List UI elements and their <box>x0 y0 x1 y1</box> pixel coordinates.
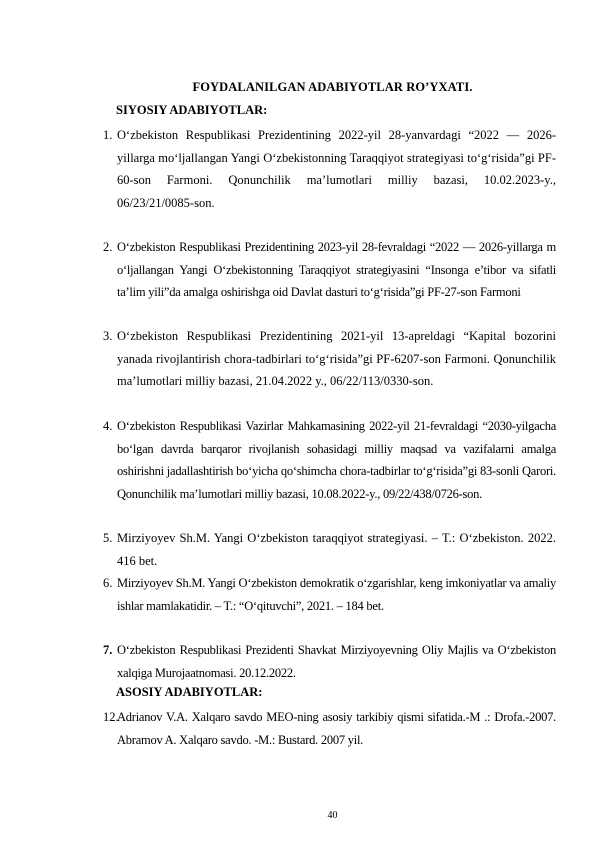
list-item <box>103 706 556 751</box>
item-number: 7. <box>103 643 113 657</box>
item-text: Adrianov V.A. Xalqaro savdo MEO-ning asosiy tarkibiy qismi sifatida.-M .: Drofa.-2007. Abramov A. Xalqaro savdo. -M.: Bustard. 2007 yil. <box>117 710 556 747</box>
list-item <box>103 527 556 572</box>
list-item <box>103 639 556 684</box>
section-heading-asosiy: ASOSIY ADABIYOTLAR: <box>116 685 263 699</box>
item-text: O‘zbekiston Respublikasi Prezidenti Shavkat Mirziyoyevning Oliy Majlis va O‘zbekiston xalqiga Murojaatnomasi. 20.12.2022. <box>117 643 556 680</box>
list-item <box>103 415 556 505</box>
item-text: O‘zbekiston Respublikasi Prezidentining 2022-yil 28-yanvardagi “2022 — 2026-yillarga mo‘ljallangan Yangi O‘zbekistonning Taraqqiyot strategiyasi to‘g‘risida”gi PF-60-son Farmoni. Qonunchilik ma’lumotlari milliy bazasi, 10.02.2023-y., 06/23/21/0085-son. <box>117 128 556 210</box>
item-number: 5. <box>103 531 113 545</box>
item-text: O‘zbekiston Respublikasi Prezidentining 2023-yil 28-fevraldagi “2022 — 2026-yillarga m o‘ljallangan Yangi O‘zbekistonning Taraqqiyot strategiyasini “Insonga e’tibor va sifatli ta’lim yili”da amalga oshirishga oid Davlat dasturi to‘g‘risida”gi PF-27-son Farmoni <box>117 240 556 299</box>
item-text: O‘zbekiston Respublikasi Prezidentining 2021-yil 13-apreldagi “Kapital bozorini yanada rivojlantirish chora-tadbirlari to‘g‘risida”gi PF-6207-son Farmoni. Qonunchilik ma’lumotlari milliy bazasi, 21.04.2022 y., 06/22/113/0330-son. <box>117 329 556 388</box>
item-number: 3. <box>103 329 113 343</box>
list-item <box>103 236 556 304</box>
item-text: Mirziyoyev Sh.M. Yangi O‘zbekiston demokratik o‘zgarishlar, keng imkoniyatlar va amaliy ishlar mamlakatidir. – T.: “O‘qituvchi”, 2021. – 184 bet. <box>117 576 556 613</box>
list-item <box>103 325 556 393</box>
list-item <box>103 572 556 617</box>
item-number: 1. <box>103 128 113 142</box>
item-number: 12. <box>103 710 119 724</box>
page-number: 40 <box>327 810 338 821</box>
item-number: 4. <box>103 419 113 433</box>
section-heading-siyosiy: SIYOSIY ADABIYOTLAR: <box>116 103 268 117</box>
page-title: FOYDALANILGAN ADABIYOTLAR RO’YXATI. <box>192 80 473 94</box>
list-item <box>103 124 556 214</box>
item-number: 2. <box>103 240 113 254</box>
item-text: Mirziyoyev Sh.M. Yangi O‘zbekiston taraqqiyot strategiyasi. – T.: O‘zbekiston. 2022. 416 bet. <box>117 531 556 568</box>
item-number: 6. <box>103 576 113 590</box>
item-text: O‘zbekiston Respublikasi Vazirlar Mahkamasining 2022-yil 21-fevraldagi “2030-yilgacha bo‘lgan davrda barqaror rivojlanish sohasidagi milliy maqsad va vazifalarni amalga oshirishni jadallashtirish bo‘yicha qo‘shimcha chora-tadbirlar to‘g‘risida”gi 83-sonli Qarori. Qonunchilik ma’lumotlari milliy bazasi, 10.08.2022-y., 09/22/438/0726-son. <box>117 419 556 501</box>
